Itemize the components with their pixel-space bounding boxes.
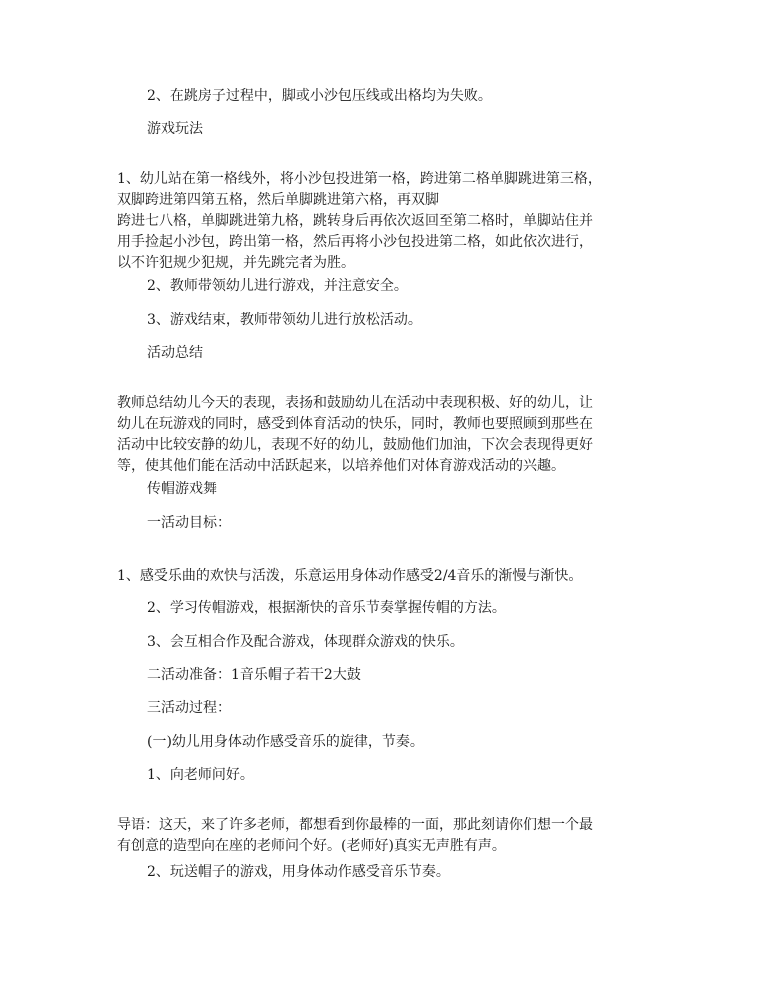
text-line: 以不许犯规少犯规，并先跳完者为胜。 [117, 255, 355, 271]
paragraph-rule-2: 2、在跳房子过程中，脚或小沙包压线或出格均为失败。 [147, 88, 492, 104]
paragraph-goal-1: 1、感受乐曲的欢快与活泼，乐意运用身体动作感受2/4音乐的渐慢与渐快。 [117, 568, 583, 584]
paragraph-teacher-lead: 2、教师带领幼儿进行游戏，并注意安全。 [147, 278, 408, 294]
paragraph-game-end: 3、游戏结束，教师带领幼儿进行放松活动。 [147, 312, 422, 328]
paragraph-preparation: 二活动准备：1音乐帽子若干2大鼓 [147, 667, 361, 683]
paragraph-hat-game: 2、玩送帽子的游戏，用身体动作感受音乐节奏。 [147, 864, 450, 880]
text-line: 双脚跨进第四第五格，然后单脚跳进第六格，再双脚 [117, 192, 439, 208]
text-line: 等，使其他们能在活动中活跃起来，以培养他们对体育游戏活动的兴趣。 [117, 458, 565, 474]
paragraph-intro [117, 815, 647, 857]
paragraph-greet-teacher: 1、向老师问好。 [147, 767, 254, 783]
text-line: 有创意的造型向在座的老师问个好。(老师好)真实无声胜有声。 [117, 838, 506, 854]
heading-hat-dance: 传帽游戏舞 [147, 481, 217, 497]
paragraph-goal-3: 3、会互相合作及配合游戏，体现群众游戏的快乐。 [147, 634, 464, 650]
text-line: 跨进七八格，单脚跳进第九格，跳转身后再依次返回至第二格时，单脚站住并 [117, 213, 593, 229]
paragraph-game-steps [117, 169, 647, 274]
text-line: 用手捡起小沙包，跨出第一格，然后再将小沙包投进第二格，如此依次进行， [117, 234, 593, 250]
heading-activity-summary: 活动总结 [147, 345, 203, 361]
paragraph-goal-2: 2、学习传帽游戏，根据渐快的音乐节奏掌握传帽的方法。 [147, 600, 506, 616]
heading-activity-goal: 一活动目标： [147, 515, 231, 531]
text-line: 幼儿在玩游戏的同时，感受到体育活动的快乐，同时，教师也要照顾到那些在 [117, 416, 593, 432]
text-line: 教师总结幼儿今天的表现，表扬和鼓励幼儿在活动中表现积极、好的幼儿，让 [117, 395, 593, 411]
text-line: 1、幼儿站在第一格线外，将小沙包投进第一格，跨进第二格单脚跳进第三格， [117, 171, 602, 187]
paragraph-process-1: (一)幼儿用身体动作感受音乐的旋律，节奏。 [147, 734, 424, 750]
heading-activity-process: 三活动过程： [147, 700, 231, 716]
text-line: 导语：这天，来了许多老师，都想看到你最棒的一面，那此刻请你们想一个最 [117, 817, 593, 833]
paragraph-summary [117, 393, 647, 477]
heading-game-play: 游戏玩法 [147, 121, 203, 137]
text-line: 活动中比较安静的幼儿，表现不好的幼儿，鼓励他们加油，下次会表现得更好 [117, 437, 593, 453]
